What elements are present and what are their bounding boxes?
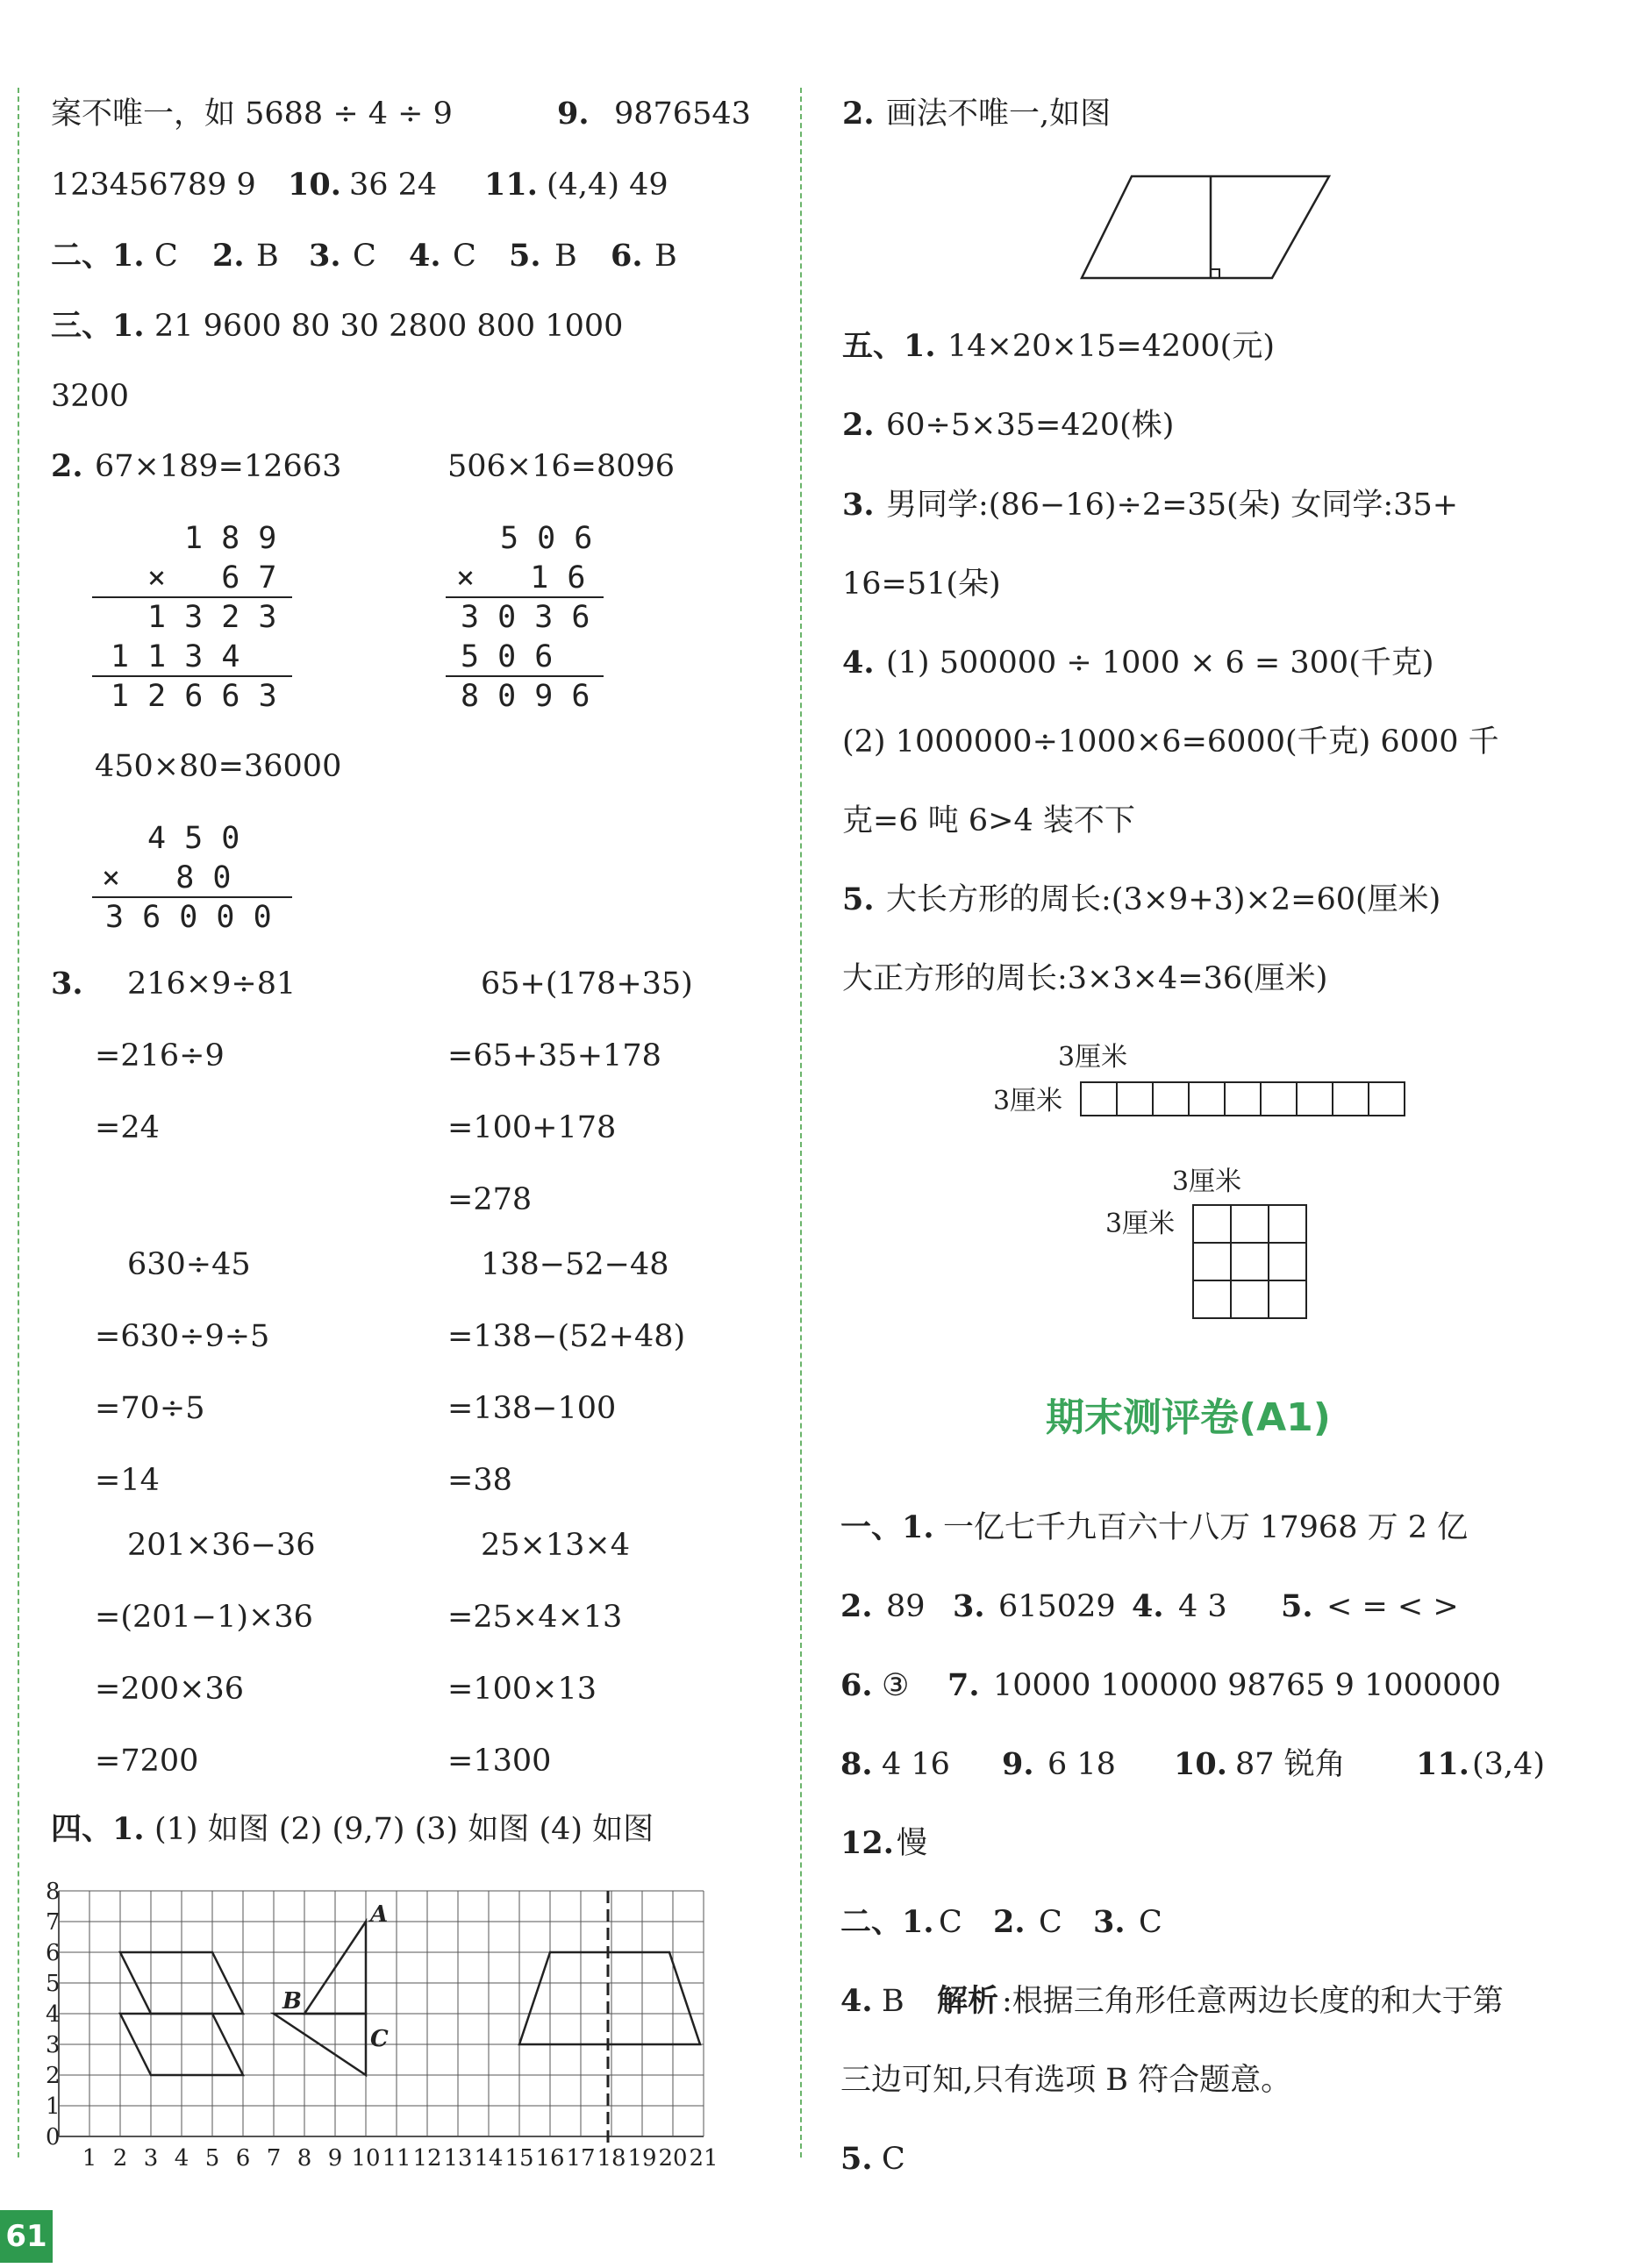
calc-row: × 8 0	[102, 860, 232, 895]
equation: 14×20×15=4200(元)	[947, 329, 1275, 364]
unit-square	[1269, 1280, 1306, 1318]
section-label: 二、1.	[51, 238, 145, 274]
calc-row: 3 6 0 0 0	[105, 900, 272, 935]
answer-text: (1) 如图 (2) (9,7) (3) 如图 (4) 如图	[154, 1812, 654, 1847]
answer-text: 6 18	[1047, 1747, 1116, 1782]
y-tick-label: 4	[46, 2001, 61, 2028]
choice-answer: C	[939, 1905, 962, 1940]
calc-row: 8 0 9 6	[461, 679, 590, 714]
unit-square	[1269, 1205, 1306, 1243]
calc-step: =630÷9÷5	[95, 1319, 270, 1354]
calc-step: =25×4×13	[447, 1600, 623, 1635]
calc-step: 65+(178+35)	[481, 966, 693, 1002]
long-rectangle-figure	[1079, 1081, 1412, 1119]
calc-step: 216×9÷81	[127, 966, 297, 1002]
unit-square	[1193, 1205, 1231, 1243]
calc-row: 5 0 6	[461, 639, 554, 674]
left-margin-line	[18, 88, 19, 2157]
question-number: 10.	[1174, 1746, 1227, 1782]
page-number: 61	[0, 2210, 53, 2263]
x-tick-label: 4	[174, 2145, 189, 2172]
y-tick-label: 6	[46, 1940, 61, 1966]
center-divider-line	[800, 88, 802, 2157]
calc-step: =100×13	[447, 1672, 597, 1707]
choice-answer: C	[1039, 1905, 1062, 1940]
calc-step: 630÷45	[127, 1247, 251, 1282]
analysis-text: :根据三角形任意两边长度的和大于第	[1002, 1984, 1504, 2019]
x-tick-label: 10	[351, 2145, 381, 2172]
parallelogram-height-figure	[1075, 171, 1338, 285]
answer-text: 3200	[51, 379, 130, 414]
question-number: 5.	[509, 238, 541, 274]
x-tick-label: 12	[412, 2145, 442, 2172]
calc-step: 138−52−48	[481, 1247, 669, 1282]
equation: 450×80=36000	[95, 749, 342, 784]
x-tick-label: 15	[504, 2145, 534, 2172]
calc-row: 1 1 3 4	[111, 639, 240, 674]
question-number: 3.	[953, 1588, 985, 1624]
choice-answer: B	[256, 239, 279, 274]
point-label-b: B	[282, 1988, 302, 2015]
calc-step: =14	[95, 1463, 160, 1498]
unit-square	[1189, 1082, 1225, 1116]
x-tick-label: 6	[235, 2145, 251, 2172]
question-number: 2.	[51, 448, 83, 484]
y-tick-label: 0	[46, 2124, 61, 2150]
answer-text: 615029	[998, 1589, 1116, 1624]
answer-text: ③	[882, 1668, 910, 1703]
square-figure	[1191, 1203, 1309, 1321]
unit-square	[1153, 1082, 1189, 1116]
x-tick-label: 20	[658, 2145, 688, 2172]
question-number: 10.	[288, 167, 341, 203]
x-tick-label: 1	[82, 2145, 97, 2172]
answer-text: (4,4) 49	[547, 168, 668, 203]
unit-square	[1269, 1243, 1306, 1280]
question-number: 2.	[842, 407, 875, 443]
calc-step: =216÷9	[95, 1038, 225, 1073]
question-number: 5.	[842, 881, 875, 917]
answer-text: 21 9600 80 30 2800 800 1000	[154, 309, 624, 344]
calc-step: =138−(52+48)	[447, 1319, 686, 1354]
y-tick-label: 8	[46, 1879, 61, 1905]
x-tick-label: 3	[143, 2145, 159, 2172]
x-tick-label: 2	[112, 2145, 128, 2172]
calc-step: =24	[95, 1110, 160, 1145]
question-number: 6.	[840, 1667, 873, 1703]
question-number: 4.	[1132, 1588, 1164, 1624]
point-label-c: C	[370, 2026, 389, 2052]
section-label: 一、1.	[840, 1509, 934, 1545]
question-number: 5.	[1281, 1588, 1313, 1624]
calc-row: 1 3 2 3	[147, 600, 277, 635]
choice-answer: B	[882, 1984, 904, 2019]
choice-answer: C	[1139, 1905, 1162, 1940]
y-tick-label: 2	[46, 2063, 61, 2089]
x-tick-label: 17	[566, 2145, 596, 2172]
answer-text: (3,4)	[1472, 1747, 1545, 1782]
question-number: 2.	[993, 1904, 1026, 1940]
calc-step: =38	[447, 1463, 512, 1498]
equation: 男同学:(86−16)÷2=35(朵) 女同学:35+	[886, 488, 1459, 523]
x-tick-label: 13	[443, 2145, 473, 2172]
question-number: 2.	[840, 1588, 873, 1624]
unit-square	[1261, 1082, 1297, 1116]
equation: 60÷5×35=420(株)	[886, 408, 1175, 443]
question-number: 6.	[611, 238, 643, 274]
question-number: 4.	[840, 1983, 873, 2019]
x-tick-label: 7	[266, 2145, 282, 2172]
answer-line: 案不唯一，如 5688 ÷ 4 ÷ 9	[51, 96, 453, 132]
calc-row: 3 0 3 6	[461, 600, 590, 635]
unit-square	[1231, 1205, 1269, 1243]
dimension-label: 3厘米	[993, 1086, 1063, 1116]
answer-text: 慢	[897, 1826, 928, 1861]
dimension-label: 3厘米	[1058, 1042, 1128, 1073]
y-tick-label: 3	[46, 2032, 61, 2058]
exam-heading: 期末测评卷(A1)	[1046, 1395, 1331, 1440]
calc-step: =7200	[95, 1744, 199, 1779]
question-number: 2.	[842, 96, 875, 132]
x-tick-label: 18	[597, 2145, 626, 2172]
x-tick-label: 11	[382, 2145, 411, 2172]
section-label: 五、1.	[842, 328, 936, 364]
calc-step: 25×13×4	[481, 1528, 630, 1563]
choice-answer: C	[453, 239, 476, 274]
unit-square	[1369, 1082, 1405, 1116]
question-number: 9.	[557, 96, 590, 132]
equation: 16=51(朵)	[842, 567, 1001, 602]
analysis-text: 三边可知,只有选项 B 符合题意。	[840, 2063, 1292, 2098]
calc-step: =65+35+178	[447, 1038, 661, 1073]
analysis-label: 解析	[937, 1983, 999, 2019]
equation: (2) 1000000÷1000×6=6000(千克) 6000 千	[842, 724, 1499, 760]
calc-step: =1300	[447, 1744, 552, 1779]
question-number: 11.	[484, 167, 538, 203]
unit-square	[1297, 1082, 1333, 1116]
choice-answer: C	[154, 239, 178, 274]
choice-answer: C	[353, 239, 376, 274]
calc-step: =200×36	[95, 1672, 244, 1707]
calc-step: =(201−1)×36	[95, 1600, 313, 1635]
calc-row: × 6 7	[147, 560, 277, 596]
calc-step: =70÷5	[95, 1391, 205, 1426]
coordinate-grid-figure	[44, 1877, 763, 2175]
calc-step: =138−100	[447, 1391, 617, 1426]
equation: (1) 500000 ÷ 1000 × 6 = 300(千克)	[886, 645, 1434, 681]
unit-square	[1231, 1280, 1269, 1318]
answer-text: < = < >	[1326, 1589, 1459, 1624]
choice-answer: B	[554, 239, 577, 274]
answer-text: 87 锐角	[1235, 1747, 1346, 1782]
calc-row: 4 5 0	[147, 821, 240, 856]
question-number: 3.	[1093, 1904, 1126, 1940]
calc-row: 5 0 6	[500, 521, 593, 556]
question-number: 8.	[840, 1746, 873, 1782]
x-tick-label: 21	[689, 2145, 718, 2172]
question-number: 3.	[51, 966, 83, 1002]
unit-square	[1081, 1082, 1117, 1116]
calc-step: =100+178	[447, 1110, 617, 1145]
question-number: 9.	[1002, 1746, 1034, 1782]
choice-answer: B	[654, 239, 677, 274]
question-number: 11.	[1416, 1746, 1469, 1782]
x-tick-label: 16	[535, 2145, 565, 2172]
point-label-a: A	[370, 1901, 389, 1928]
equation: 67×189=12663	[95, 449, 342, 484]
answer-text: 4 16	[882, 1747, 950, 1782]
section-label: 四、1.	[51, 1811, 145, 1847]
question-number: 2.	[212, 238, 245, 274]
y-tick-label: 5	[46, 1971, 61, 1997]
y-axis-labels	[46, 1879, 61, 2150]
calc-step: 201×36−36	[127, 1528, 316, 1563]
answer-text: 画法不唯一,如图	[886, 96, 1112, 132]
question-number: 3.	[309, 238, 341, 274]
calc-row: × 1 6	[456, 560, 586, 596]
answer-text: 10000 100000 98765 9 1000000	[993, 1668, 1501, 1703]
question-number: 4.	[409, 238, 441, 274]
answer-text: 4 3	[1178, 1589, 1227, 1624]
question-number: 4.	[842, 645, 875, 681]
calc-row: 1 2 6 6 3	[111, 679, 277, 714]
x-axis-labels	[82, 2145, 718, 2172]
question-number: 3.	[842, 487, 875, 523]
unit-square	[1193, 1280, 1231, 1318]
unit-square	[1225, 1082, 1261, 1116]
answer-text: 9876543	[614, 96, 751, 132]
y-tick-label: 7	[46, 1909, 61, 1936]
answer-text: 一亿七千九百六十八万 17968 万 2 亿	[943, 1510, 1469, 1545]
x-tick-label: 14	[474, 2145, 504, 2172]
unit-square	[1193, 1243, 1231, 1280]
x-tick-label: 9	[327, 2145, 343, 2172]
section-label: 三、1.	[51, 308, 145, 344]
equation: 大长方形的周长:(3×9+3)×2=60(厘米)	[886, 882, 1441, 917]
question-number: 7.	[947, 1667, 980, 1703]
y-tick-label: 1	[46, 2093, 61, 2120]
answer-text: 89	[886, 1589, 926, 1624]
question-number: 5.	[840, 2141, 873, 2177]
x-tick-label: 19	[627, 2145, 657, 2172]
question-number: 12.	[840, 1825, 894, 1861]
x-tick-label: 5	[204, 2145, 220, 2172]
equation: 克=6 吨 6>4 装不下	[842, 803, 1135, 838]
calc-row: 1 8 9	[184, 521, 277, 556]
dimension-label: 3厘米	[1105, 1209, 1176, 1239]
choice-answer: C	[882, 2142, 905, 2177]
unit-square	[1333, 1082, 1369, 1116]
dimension-label: 3厘米	[1172, 1166, 1242, 1197]
answer-text: 123456789 9	[51, 168, 256, 203]
equation: 506×16=8096	[447, 449, 676, 484]
answer-text: 36 24	[349, 168, 438, 203]
equation: 大正方形的周长:3×3×4=36(厘米)	[842, 961, 1328, 996]
x-tick-label: 8	[297, 2145, 312, 2172]
calc-step: =278	[447, 1182, 533, 1217]
unit-square	[1117, 1082, 1153, 1116]
unit-square	[1231, 1243, 1269, 1280]
section-label: 二、1.	[840, 1904, 934, 1940]
